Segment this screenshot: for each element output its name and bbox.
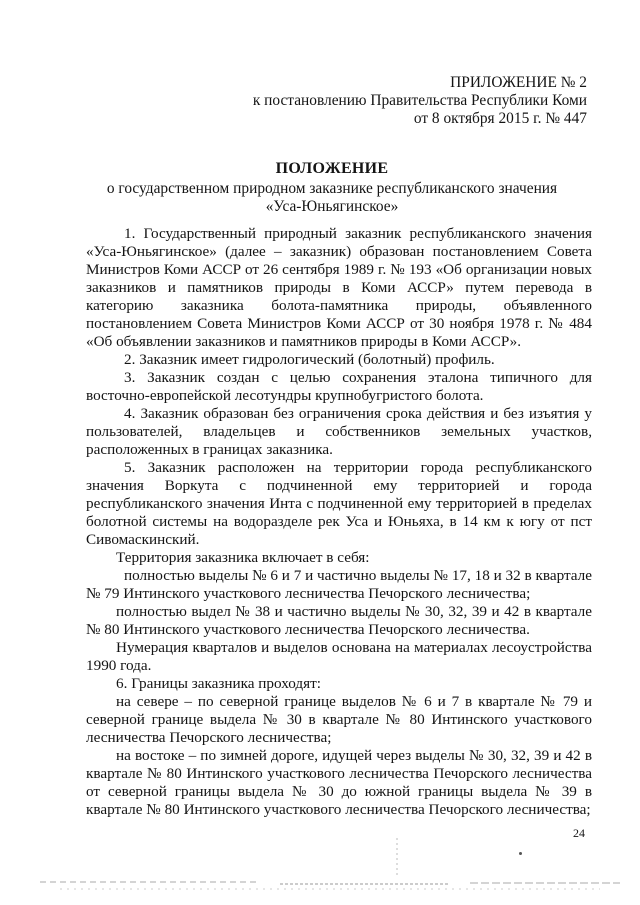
document-heading: ПОЛОЖЕНИЕ (275, 160, 389, 177)
paragraph: на севере – по северной границе выделов № 6 и 7 в квартале № 79 и северной границе выдела № 30 в квартале № 80 Интинского участкового лесничества Печорского лесничества; (86, 693, 592, 746)
paragraph: 2. Заказник имеет гидрологический (болотный) профиль. (124, 351, 495, 368)
scan-artifact-vertical (395, 838, 399, 878)
scan-artifact-dot (519, 852, 522, 855)
page-number: 24 (573, 826, 585, 840)
paragraph: Территория заказника включает в себя: (116, 549, 370, 566)
title-block (70, 160, 594, 216)
paragraph: на востоке – по зимней дороге, идущей через выделы № 30, 32, 39 и 42 в квартале № 80 Интинского участкового лесничества Печорского лесничества от северной границы выдела № 30 до южной границы выдела № 39 в квартале № 80 Интинского участкового лесничества Печорского лесничества; (86, 747, 592, 818)
paragraph: 6. Границы заказника проходят: (116, 675, 321, 692)
appendix-reference: к постановлению Правительства Республики Коми (252, 92, 587, 109)
paragraph: полностью выдел № 38 и частично выделы № 30, 32, 39 и 42 в квартале № 80 Интинского участкового лесничества Печорского лесничества. (86, 603, 592, 638)
document-subtitle-line2: «Уса-Юньягинское» (265, 198, 399, 215)
paragraph: полностью выделы № 6 и 7 и частично выделы № 17, 18 и 32 в квартале № 79 Интинского участкового лесничества Печорского лесничества; (86, 567, 592, 602)
appendix-date: от 8 октября 2015 г. № 447 (413, 110, 587, 127)
appendix-header (227, 74, 587, 128)
paragraph: 5. Заказник расположен на территории города республиканского значения Воркута с подчиненной ему территорией и города республиканского значения Инта с подчиненной ему территорией в пределах болотной системы на водоразделе рек Уса и Юньяха, в 14 км к югу от пст Сивомаскинский. (86, 459, 592, 548)
paragraph: Нумерация кварталов и выделов основана на материалах лесоустройства 1990 года. (86, 639, 592, 674)
scan-artifact-bottom (0, 878, 640, 892)
paragraph: 1. Государственный природный заказник республиканского значения «Уса-Юньягинское» (далее – заказник) образован постановлением Совета Министров Коми АССР от 26 сентября 1989 г. № 193 «Об организации новых заказников и памятников природы в Коми АССР» путем перевода в категорию заказника болота-памятника природы, объявленного постановлением Совета Министров Коми АССР от 30 ноября 1978 г. № 484 «Об объявлении заказников и памятников природы в Коми АССР». (86, 225, 592, 350)
paragraph: 3. Заказник создан с целью сохранения эталона типичного для восточно-европейской лесотундры крупнобугристого болота. (86, 369, 592, 404)
document-body (86, 225, 592, 819)
document-subtitle-line1: о государственном природном заказнике республиканского значения (106, 180, 558, 197)
appendix-number: ПРИЛОЖЕНИЕ № 2 (450, 74, 587, 91)
paragraph: 4. Заказник образован без ограничения срока действия и без изъятия у пользователей, владельцев и собственников земельных участков, расположенных в границах заказника. (86, 405, 592, 458)
